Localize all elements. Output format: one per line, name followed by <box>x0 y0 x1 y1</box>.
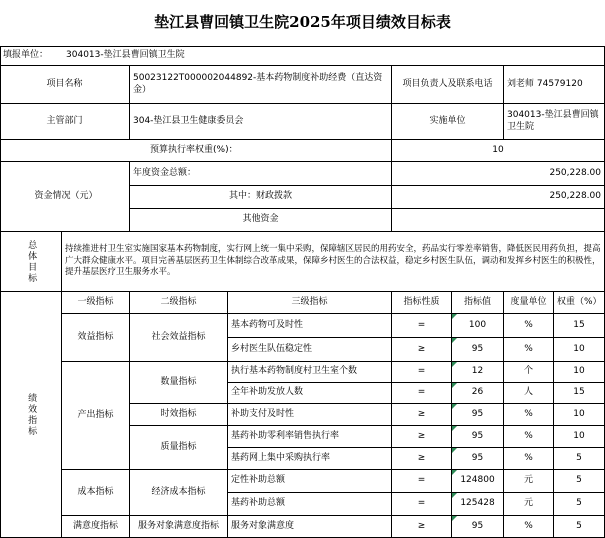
level2-economic-cost: 经济成本指标 <box>130 470 228 516</box>
level2-timeliness: 时效指标 <box>130 404 228 426</box>
level2-quality: 质量指标 <box>130 426 228 470</box>
indicator-value: 100 <box>452 314 504 338</box>
header-level1: 一级指标 <box>62 292 130 314</box>
indicator-name: 基药网上集中采购执行率 <box>228 448 392 470</box>
indicator-value: 124800 <box>452 470 504 493</box>
leader-label: 项目负责人及联系电话 <box>392 66 504 104</box>
header-value: 指标值 <box>452 292 504 314</box>
funds-other-label: 其他资金 <box>130 209 392 232</box>
header-weight: 权重（%） <box>554 292 605 314</box>
goal-text: 持续推进村卫生室实施国家基本药物制度，实行网上统一集中采购，保障辖区居民的用药安全，药品实行零差率销售，降低医民用药负担，提高广大群众健康水平。项目完善基层医药卫生体制综合改革成果，保障乡村医生的合法权益，稳定乡村医生队伍，调动和发挥乡村医生的积极性，提升基层医疗卫生服务水平。 <box>62 232 605 292</box>
indicator-name: 执行基本药物制度村卫生室个数 <box>228 362 392 383</box>
indicator-name: 服务对象满意度 <box>228 516 392 538</box>
goal-label-cell <box>0 232 62 292</box>
funds-total-value: 250,228.00 <box>392 162 605 186</box>
funds-other-value <box>392 209 605 232</box>
perf-label-cell <box>0 292 62 538</box>
indicator-weight: 5 <box>554 448 605 470</box>
indicator-unit: % <box>504 338 554 362</box>
header-unit: 度量单位 <box>504 292 554 314</box>
indicator-value: 95 <box>452 516 504 538</box>
funds-label-text: 资金情况（元） <box>34 190 98 201</box>
header-level2: 二级指标 <box>130 292 228 314</box>
level2-social-benefit: 社会效益指标 <box>130 314 228 362</box>
indicator-weight: 15 <box>554 314 605 338</box>
funds-fiscal-value: 250,228.00 <box>392 186 605 209</box>
indicator-name: 基药补助总额 <box>228 493 392 516</box>
indicator-value: 12 <box>452 362 504 383</box>
indicator-op: ≥ <box>392 404 452 426</box>
indicator-value: 125428 <box>452 493 504 516</box>
project-name-value: 50023122T000002044892-基本药物制度补助经费（直达资金） <box>130 66 392 104</box>
indicator-name: 全年补助发放人数 <box>228 383 392 404</box>
indicator-unit: 人 <box>504 383 554 404</box>
indicator-value: 95 <box>452 338 504 362</box>
indicator-name: 定性补助总额 <box>228 470 392 493</box>
indicator-op: = <box>392 314 452 338</box>
indicator-op: ≥ <box>392 338 452 362</box>
header-property: 指标性质 <box>392 292 452 314</box>
indicator-weight: 15 <box>554 383 605 404</box>
page-title: 垫江县曹回镇卫生院2025年项目绩效目标表 <box>154 13 451 31</box>
leader-value: 刘老师 74579120 <box>504 66 605 104</box>
indicator-value: 95 <box>452 448 504 470</box>
indicator-weight: 10 <box>554 338 605 362</box>
indicator-name: 乡村医生队伍稳定性 <box>228 338 392 362</box>
indicator-unit: % <box>504 314 554 338</box>
indicator-unit: 元 <box>504 493 554 516</box>
dept-value: 304-垫江县卫生健康委员会 <box>130 104 392 140</box>
indicator-op: ≥ <box>392 516 452 538</box>
indicator-op: ≥ <box>392 426 452 448</box>
filler-row <box>0 46 605 66</box>
goal-label: 总体目标 <box>26 239 37 284</box>
indicator-name: 基本药物可及时性 <box>228 314 392 338</box>
indicator-name: 补助支付及时性 <box>228 404 392 426</box>
indicator-unit: % <box>504 426 554 448</box>
level1-satisfaction: 满意度指标 <box>62 516 130 538</box>
indicator-unit: % <box>504 516 554 538</box>
filler-value: 304013-垫江县曹回镇卫生院 <box>66 49 185 60</box>
funds-fiscal-label: 其中：财政拨款 <box>130 186 392 209</box>
indicator-unit: 个 <box>504 362 554 383</box>
indicator-weight: 5 <box>554 470 605 493</box>
indicator-value: 95 <box>452 404 504 426</box>
impl-label: 实施单位 <box>392 104 504 140</box>
indicator-op: = <box>392 493 452 516</box>
level1-output: 产出指标 <box>62 362 130 470</box>
level2-quantity: 数量指标 <box>130 362 228 404</box>
indicator-unit: 元 <box>504 470 554 493</box>
indicator-op: = <box>392 470 452 493</box>
indicator-value: 95 <box>452 426 504 448</box>
funds-label <box>0 162 130 232</box>
indicator-unit: % <box>504 404 554 426</box>
impl-value: 304013-垫江县曹回镇卫生院 <box>504 104 605 140</box>
indicator-op: = <box>392 383 452 404</box>
level1-benefit: 效益指标 <box>62 314 130 362</box>
header-level3: 三级指标 <box>228 292 392 314</box>
indicator-weight: 5 <box>554 493 605 516</box>
level2-service-satisfaction: 服务对象满意度指标 <box>130 516 228 538</box>
indicator-value: 26 <box>452 383 504 404</box>
indicator-weight: 10 <box>554 426 605 448</box>
funds-total-label: 年度资金总额： <box>130 162 392 186</box>
weight-value: 10 <box>392 140 605 162</box>
indicator-weight: 10 <box>554 404 605 426</box>
weight-label: 预算执行率权重(%)： <box>0 140 392 162</box>
indicator-op: = <box>392 362 452 383</box>
project-name-label: 项目名称 <box>0 66 130 104</box>
indicator-weight: 5 <box>554 516 605 538</box>
indicator-op: ≥ <box>392 448 452 470</box>
indicator-name: 基药补助零利率销售执行率 <box>228 426 392 448</box>
filler-label: 填报单位： <box>3 49 49 60</box>
indicator-unit: % <box>504 448 554 470</box>
perf-label: 绩效指标 <box>26 392 37 437</box>
indicator-weight: 10 <box>554 362 605 383</box>
level1-cost: 成本指标 <box>62 470 130 516</box>
dept-label: 主管部门 <box>0 104 130 140</box>
